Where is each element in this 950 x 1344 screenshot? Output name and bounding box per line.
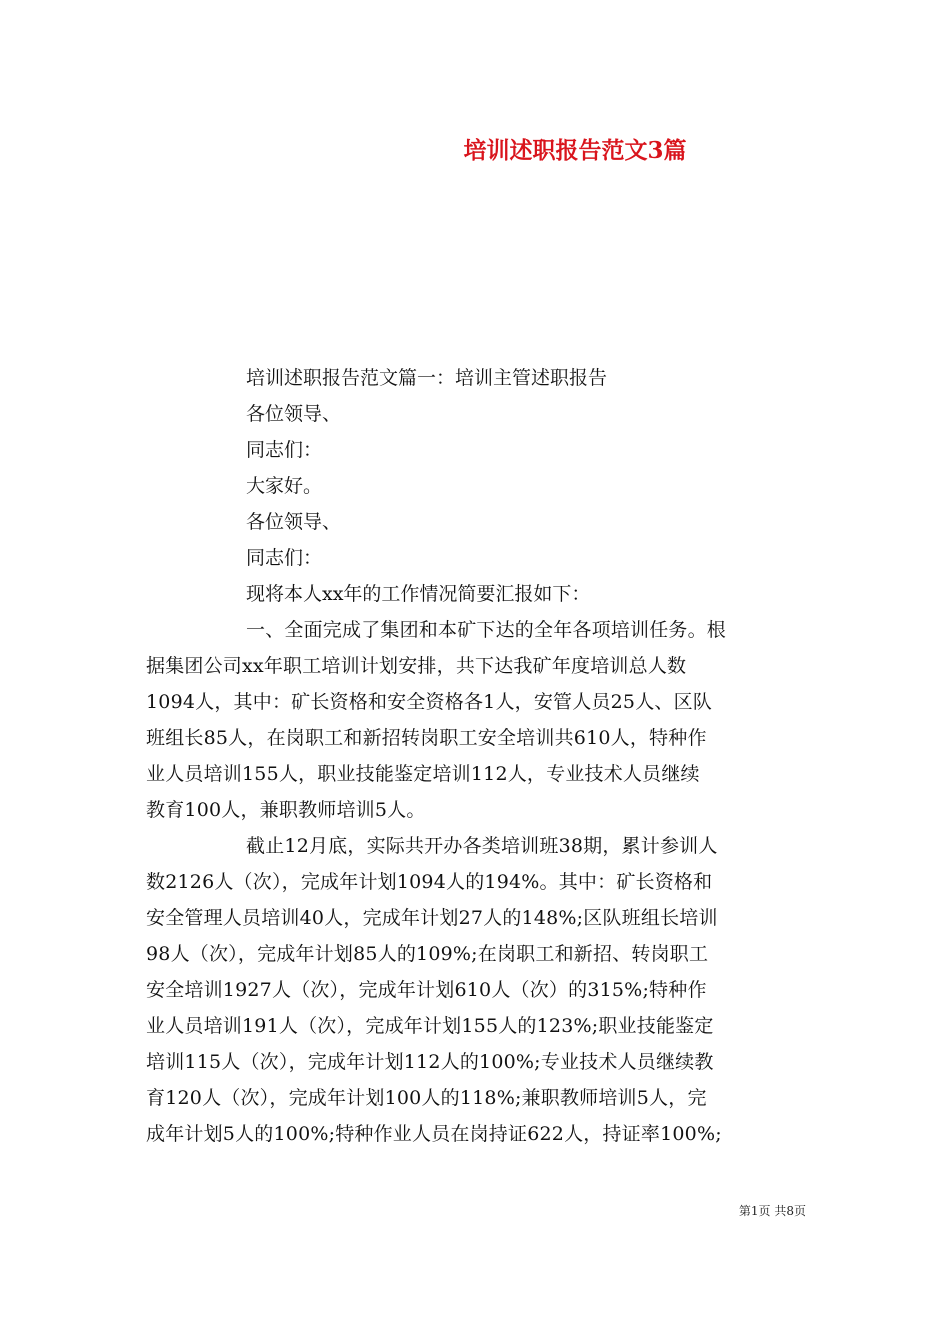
text-line: 教育100人，兼职教师培训5人。 bbox=[146, 799, 426, 821]
text-line: 98人（次），完成年计划85人的109%;在岗职工和新招、转岗职工 bbox=[146, 943, 709, 965]
text-line: 截止12月底，实际共开办各类培训班38期，累计参训人 bbox=[246, 835, 718, 857]
text-line: 业人员培训191人（次），完成年计划155人的123%;职业技能鉴定 bbox=[146, 1015, 714, 1037]
page-number: 第1页 共8页 bbox=[738, 1204, 806, 1218]
text-line: 数2126人（次），完成年计划1094人的194%。其中：矿长资格和 bbox=[146, 871, 713, 893]
text-line: 育120人（次），完成年计划100人的118%;兼职教师培训5人，完 bbox=[146, 1087, 707, 1109]
document-body bbox=[146, 360, 806, 1152]
salutation-line: 各位领导、 bbox=[246, 403, 342, 425]
text-line: 据集团公司xx年职工培训计划安排，共下达我矿年度培训总人数 bbox=[146, 655, 687, 677]
greeting-line: 大家好。 bbox=[246, 475, 323, 497]
text-line: 1094人，其中：矿长资格和安全资格各1人，安管人员25人、区队 bbox=[146, 691, 713, 713]
salutation-line: 各位领导、 bbox=[246, 511, 342, 533]
text-line: 培训115人（次），完成年计划112人的100%;专业技术人员继续教 bbox=[146, 1051, 714, 1073]
document-title: 培训述职报告范文3篇 bbox=[463, 137, 687, 164]
text-line: 一、全面完成了集团和本矿下达的全年各项培训任务。根 bbox=[246, 619, 727, 641]
paragraph-2 bbox=[146, 828, 806, 1152]
text-line: 成年计划5人的100%;特种作业人员在岗持证622人，持证率100%; bbox=[146, 1123, 722, 1145]
text-line: 班组长85人，在岗职工和新招转岗职工安全培训共610人，特种作 bbox=[146, 727, 707, 749]
text-line: 业人员培训155人，职业技能鉴定培训112人，专业技术人员继续 bbox=[146, 763, 700, 785]
intro-line: 现将本人xx年的工作情况简要汇报如下： bbox=[246, 583, 591, 605]
salutation-line: 同志们： bbox=[246, 439, 323, 461]
salutation-line: 同志们： bbox=[246, 547, 323, 569]
text-line: 安全培训1927人（次），完成年计划610人（次）的315%;特种作 bbox=[146, 979, 707, 1001]
paragraph-1 bbox=[146, 612, 806, 828]
text-line: 安全管理人员培训40人，完成年计划27人的148%;区队班组长培训 bbox=[146, 907, 718, 929]
section-heading: 培训述职报告范文篇一：培训主管述职报告 bbox=[246, 367, 608, 389]
